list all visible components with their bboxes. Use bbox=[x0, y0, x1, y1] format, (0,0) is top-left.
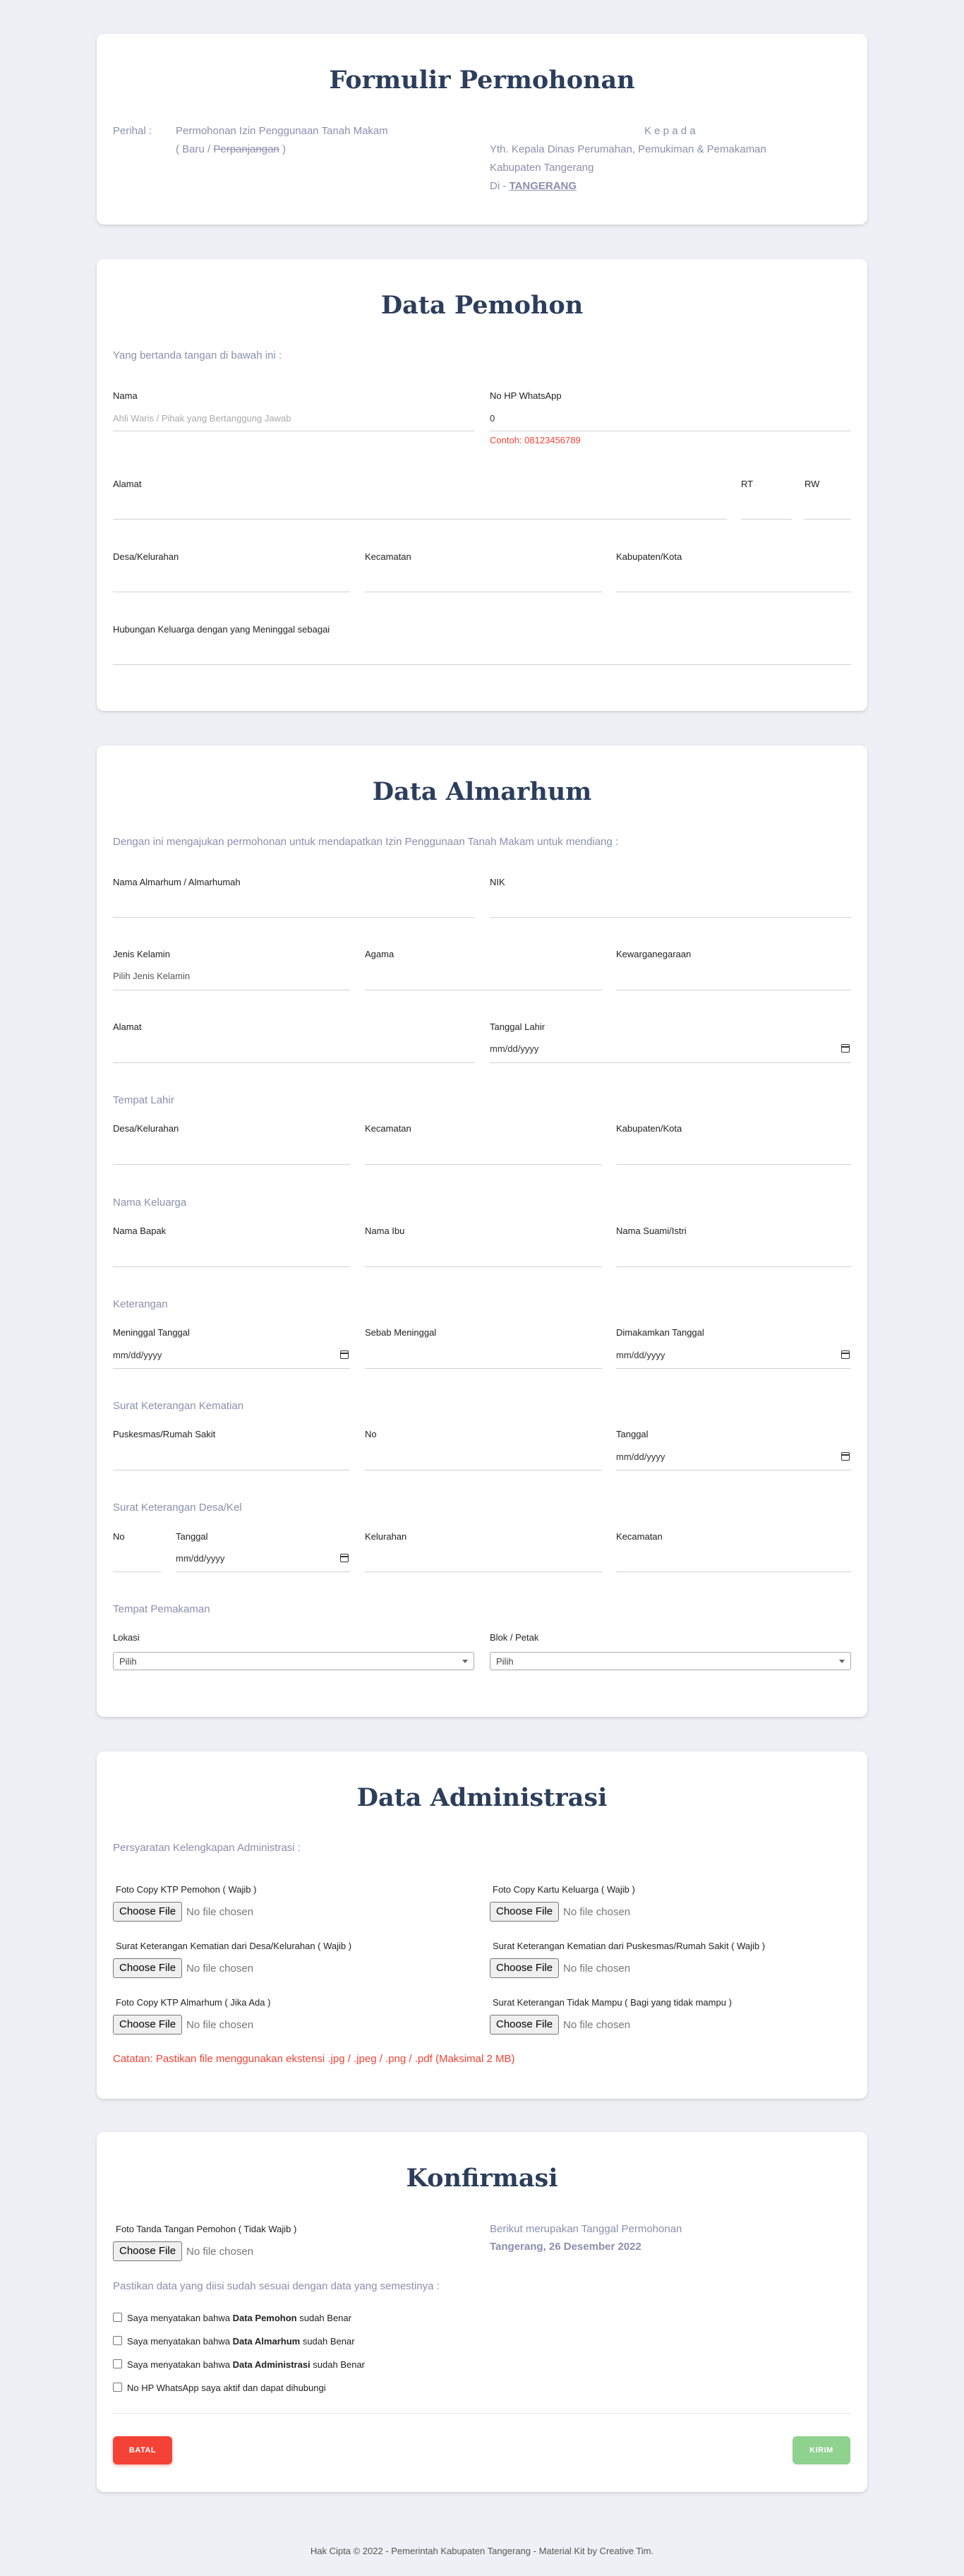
ttd-file-status: No file chosen bbox=[186, 2246, 254, 2258]
calendar-icon[interactable] bbox=[841, 1452, 850, 1461]
divider bbox=[113, 2413, 851, 2414]
skd-tanggal-input[interactable]: mm/dd/yyyy bbox=[176, 1553, 225, 1564]
perihal-jenis bbox=[176, 143, 286, 155]
calendar-icon[interactable] bbox=[340, 1350, 349, 1359]
hp-label: No HP WhatsApp bbox=[490, 390, 562, 401]
skd-kecamatan-label: Kecamatan bbox=[616, 1531, 663, 1542]
nama-almarhum-label: Nama Almarhum / Almarhumah bbox=[113, 877, 241, 887]
blok-value: Pilih bbox=[496, 1656, 514, 1667]
skk-tanggal-label: Tanggal bbox=[616, 1429, 649, 1439]
kabupaten-label: Kabupaten/Kota bbox=[616, 551, 682, 562]
pastikan-text: Pastikan data yang diisi sudah sesuai dengan data yang semestinya : bbox=[113, 2280, 440, 2292]
lahir-kecamatan-input[interactable] bbox=[365, 1164, 602, 1165]
skd-no-label: No bbox=[113, 1531, 125, 1542]
sktm-label: Surat Keterangan Tidak Mampu ( Bagi yang tidak mampu ) bbox=[493, 1997, 732, 2008]
hp-input[interactable]: 0 bbox=[490, 413, 495, 424]
alamat-input[interactable] bbox=[113, 519, 727, 520]
lokasi-select[interactable] bbox=[113, 1652, 474, 1670]
confirm-whatsapp-checkbox[interactable] bbox=[113, 2383, 122, 2392]
perihal-label: Perihal : bbox=[113, 125, 152, 137]
ktp-almarhum-file-status: No file chosen bbox=[186, 2019, 254, 2031]
confirm-pemohon-checkbox[interactable] bbox=[113, 2313, 122, 2322]
nama-label: Nama bbox=[113, 390, 138, 401]
kepada-label: K e p a d a bbox=[644, 125, 696, 137]
permohonan-title: Formulir Permohonan bbox=[329, 66, 635, 95]
skd-section: Surat Keterangan Desa/Kel bbox=[113, 1502, 242, 1514]
lahir-kabupaten-input[interactable] bbox=[616, 1164, 851, 1165]
bapak-label: Nama Bapak bbox=[113, 1226, 167, 1236]
nik-label: NIK bbox=[490, 877, 505, 887]
check-suffix: sudah Benar bbox=[310, 2359, 366, 2370]
check-bold: Data Pemohon bbox=[232, 2313, 297, 2323]
ktp-almarhum-label: Foto Copy KTP Almarhum ( Jika Ada ) bbox=[116, 1997, 271, 2008]
alamat-label: Alamat bbox=[113, 479, 142, 489]
meninggal-tgl-label: Meninggal Tanggal bbox=[113, 1327, 190, 1338]
lahir-desa-input[interactable] bbox=[113, 1164, 350, 1165]
kk-file-button[interactable]: Choose File bbox=[490, 1902, 559, 1922]
jk-select[interactable]: Pilih Jenis Kelamin bbox=[113, 971, 191, 981]
rt-label: RT bbox=[741, 479, 754, 489]
ttd-file-button[interactable]: Choose File bbox=[113, 2241, 182, 2261]
sk-desa-file-status: No file chosen bbox=[186, 1963, 254, 1975]
check-suffix: sudah Benar bbox=[300, 2336, 355, 2347]
sktm-file-button[interactable]: Choose File bbox=[490, 2015, 559, 2035]
meninggal-tgl-input[interactable]: mm/dd/yyyy bbox=[113, 1350, 162, 1360]
administrasi-title: Data Administrasi bbox=[356, 1783, 608, 1812]
sk-desa-label: Surat Keterangan Kematian dari Desa/Kelurahan ( Wajib ) bbox=[116, 1941, 352, 1951]
keterangan-section: Keterangan bbox=[113, 1298, 168, 1310]
ktp-pemohon-file-button[interactable]: Choose File bbox=[113, 1902, 182, 1922]
tgl-lahir-input[interactable]: mm/dd/yyyy bbox=[490, 1043, 539, 1054]
kk-label: Foto Copy Kartu Keluarga ( Wajib ) bbox=[493, 1884, 635, 1895]
yth-text: Yth. Kepala Dinas Perumahan, Pemukiman & Pemakaman bbox=[490, 143, 766, 155]
ktp-pemohon-file-status: No file chosen bbox=[186, 1906, 254, 1918]
alamat-almarhum-label: Alamat bbox=[113, 1022, 142, 1032]
rt-input[interactable] bbox=[741, 519, 792, 520]
sk-rs-file-status: No file chosen bbox=[563, 1963, 631, 1975]
di-line bbox=[490, 180, 577, 192]
perihal-close: ) bbox=[279, 143, 286, 155]
check-bold: Data Administrasi bbox=[232, 2359, 311, 2370]
confirm-whatsapp-label: No HP WhatsApp saya aktif dan dapat dihubungi bbox=[127, 2383, 326, 2393]
desa-label: Desa/Kelurahan bbox=[113, 551, 179, 562]
warga-label: Kewarganegaraan bbox=[616, 949, 692, 959]
kk-file-status: No file chosen bbox=[563, 1906, 631, 1918]
ttd-label: Foto Tanda Tangan Pemohon ( Tidak Wajib ) bbox=[116, 2224, 297, 2234]
alamat-almarhum-input[interactable] bbox=[113, 1062, 474, 1063]
blok-select[interactable] bbox=[490, 1652, 851, 1670]
confirm-almarhum-label bbox=[127, 2336, 355, 2347]
berikut-text: Berikut merupakan Tanggal Permohonan bbox=[490, 2223, 682, 2235]
calendar-icon[interactable] bbox=[841, 1044, 850, 1053]
tanggal-permohonan: Tangerang, 26 Desember 2022 bbox=[490, 2241, 641, 2253]
sk-rs-file-button[interactable]: Choose File bbox=[490, 1958, 559, 1978]
skd-no-input[interactable] bbox=[113, 1571, 161, 1572]
skd-kelurahan-label: Kelurahan bbox=[365, 1531, 407, 1542]
calendar-icon[interactable] bbox=[340, 1554, 349, 1562]
skk-no-label: No bbox=[365, 1429, 377, 1439]
kirim-button[interactable]: KIRIM bbox=[793, 2436, 850, 2464]
tgl-lahir-underline bbox=[490, 1062, 851, 1063]
rw-input[interactable] bbox=[805, 519, 851, 520]
hubungan-label: Hubungan Keluarga dengan yang Meninggal sebagai bbox=[113, 624, 330, 635]
dimakamkan-label: Dimakamkan Tanggal bbox=[616, 1327, 704, 1338]
meninggal-tgl-underline bbox=[113, 1368, 350, 1369]
administrasi-card bbox=[97, 1751, 867, 2099]
skd-tanggal-label: Tanggal bbox=[176, 1531, 208, 1542]
pemohon-intro: Yang bertanda tangan di bawah ini : bbox=[113, 349, 282, 361]
lahir-kecamatan-label: Kecamatan bbox=[365, 1123, 411, 1134]
permohonan-card bbox=[97, 34, 867, 224]
almarhum-intro: Dengan ini mengajukan permohonan untuk mendapatkan Izin Penggunaan Tanah Makam untuk mendiang : bbox=[113, 836, 619, 848]
sktm-file-status: No file chosen bbox=[563, 2019, 631, 2031]
skk-section: Surat Keterangan Kematian bbox=[113, 1400, 244, 1412]
almarhum-title: Data Almarhum bbox=[372, 777, 592, 806]
konfirmasi-title: Konfirmasi bbox=[406, 2164, 558, 2193]
calendar-icon[interactable] bbox=[841, 1350, 850, 1359]
nama-input[interactable]: Ahli Waris / Pihak yang Bertanggung Jawab bbox=[113, 413, 291, 424]
jk-label: Jenis Kelamin bbox=[113, 949, 170, 959]
sk-desa-file-button[interactable]: Choose File bbox=[113, 1958, 182, 1978]
suami-label: Nama Suami/Istri bbox=[616, 1226, 687, 1236]
check-prefix: Saya menyatakan bahwa bbox=[127, 2336, 233, 2347]
dimakamkan-input[interactable]: mm/dd/yyyy bbox=[616, 1350, 665, 1360]
catatan-text: Catatan: Pastikan file menggunakan ekstensi .jpg / .jpeg / .png / .pdf (Maksimal 2 MB) bbox=[113, 2053, 515, 2065]
perihal-perpanjangan: Perpanjangan bbox=[213, 143, 279, 155]
almarhum-card bbox=[97, 745, 867, 1717]
ibu-label: Nama Ibu bbox=[365, 1226, 405, 1236]
chevron-down-icon bbox=[462, 1660, 468, 1663]
lahir-kabupaten-label: Kabupaten/Kota bbox=[616, 1123, 682, 1134]
check-prefix: Saya menyatakan bahwa bbox=[127, 2359, 233, 2370]
perihal-baru: ( Baru / bbox=[176, 143, 214, 155]
konfirmasi-card bbox=[97, 2132, 867, 2492]
nik-input[interactable] bbox=[490, 917, 851, 918]
skk-tanggal-input[interactable]: mm/dd/yyyy bbox=[616, 1451, 665, 1462]
kabupaten-text: Kabupaten Tangerang bbox=[490, 162, 594, 174]
kecamatan-label: Kecamatan bbox=[365, 551, 411, 562]
tempat-section: Tempat Pemakaman bbox=[113, 1603, 210, 1615]
check-bold: Data Almarhum bbox=[232, 2336, 301, 2347]
skd-kelurahan-input[interactable] bbox=[365, 1571, 602, 1572]
lokasi-value: Pilih bbox=[119, 1656, 137, 1667]
rw-label: RW bbox=[805, 479, 820, 489]
pemohon-title: Data Pemohon bbox=[380, 291, 584, 320]
confirm-administrasi-checkbox[interactable] bbox=[113, 2359, 122, 2368]
chevron-down-icon bbox=[839, 1660, 845, 1663]
lokasi-label: Lokasi bbox=[113, 1632, 140, 1643]
check-suffix: sudah Benar bbox=[296, 2313, 351, 2323]
hp-hint: Contoh: 08123456789 bbox=[490, 435, 581, 445]
perihal-text: Permohonan Izin Penggunaan Tanah Makam bbox=[176, 125, 388, 137]
blok-label: Blok / Petak bbox=[490, 1632, 539, 1643]
ktp-pemohon-label: Foto Copy KTP Pemohon ( Wajib ) bbox=[116, 1884, 257, 1895]
ibu-input[interactable] bbox=[365, 1266, 602, 1267]
puskesmas-label: Puskesmas/Rumah Sakit bbox=[113, 1429, 216, 1439]
di-place: TANGERANG bbox=[509, 180, 577, 192]
hubungan-input[interactable] bbox=[113, 664, 851, 665]
batal-button[interactable]: BATAL bbox=[113, 2436, 172, 2464]
confirm-almarhum-checkbox[interactable] bbox=[113, 2336, 122, 2345]
lahir-desa-label: Desa/Kelurahan bbox=[113, 1123, 179, 1134]
pemohon-card bbox=[97, 259, 867, 711]
confirm-administrasi-label bbox=[127, 2359, 365, 2370]
administrasi-intro: Persyaratan Kelengkapan Administrasi : bbox=[113, 1842, 301, 1854]
keluarga-section: Nama Keluarga bbox=[113, 1197, 187, 1209]
confirm-pemohon-label bbox=[127, 2313, 351, 2323]
footer-text: Hak Cipta © 2022 - Pemerintah Kabupaten Tangerang - Material Kit by Creative Tim. bbox=[310, 2546, 654, 2556]
check-prefix: Saya menyatakan bahwa bbox=[127, 2313, 233, 2323]
skd-tanggal-underline bbox=[176, 1571, 350, 1572]
dimakamkan-underline bbox=[616, 1368, 851, 1369]
sebab-input[interactable] bbox=[365, 1368, 602, 1369]
bapak-input[interactable] bbox=[113, 1266, 350, 1267]
sebab-label: Sebab Meninggal bbox=[365, 1327, 437, 1338]
ktp-almarhum-file-button[interactable]: Choose File bbox=[113, 2015, 182, 2035]
skd-kecamatan-input[interactable] bbox=[616, 1571, 851, 1572]
sk-rs-label: Surat Keterangan Kematian dari Puskesmas/Rumah Sakit ( Wajib ) bbox=[493, 1941, 766, 1951]
di-prefix: Di - bbox=[490, 180, 510, 192]
tempat-lahir-section: Tempat Lahir bbox=[113, 1094, 174, 1106]
agama-label: Agama bbox=[365, 949, 394, 959]
nama-almarhum-input[interactable] bbox=[113, 917, 474, 918]
tgl-lahir-label: Tanggal Lahir bbox=[490, 1022, 546, 1032]
suami-input[interactable] bbox=[616, 1266, 851, 1267]
